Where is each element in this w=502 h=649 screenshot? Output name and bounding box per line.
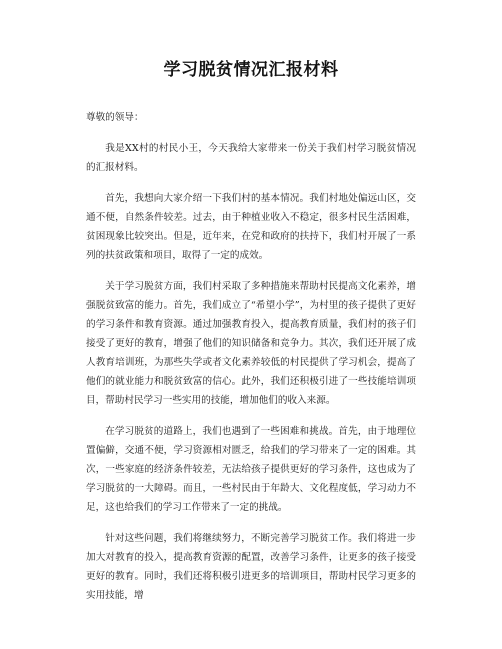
paragraph-learning-measures: 关于学习脱贫方面，我们村采取了多种措施来帮助村民提高文化素养，增强脱贫致富的能力。首先，我们成立了“希望小学”，为村里的孩子提供了更好的学习条件和教育资源。通过加强教育投入，提高教育质量，我们村的孩子们接受了更好的教育，增强了他们的知识储备和竞争力。其次，我们还开展了成人教育培训班，为那些失学或者文化素养较低的村民提供了学习机会，提高了他们的就业能力和脱贫致富的信心。此外，我们还积极引进了一些技能培训项目，帮助村民学习一些实用的技能，增加他们的收入来源。	[86, 281, 416, 406]
salutation: 尊敬的领导：	[86, 112, 144, 123]
paragraph-village-situation: 首先，我想向大家介绍一下我们村的基本情况。我们村地处偏远山区，交通不便，自然条件较差。过去，由于种植业收入不稳定，很多村民生活困难，贫困现象比较突出。但是，近年来，在党和政府的扶持下，我们村开展了一系列的扶贫政策和项目，取得了一定的成效。	[86, 193, 416, 261]
paragraph-difficulties: 在学习脱贫的道路上，我们也遇到了一些困难和挑战。首先，由于地理位置偏僻，交通不便，学习资源相对匮乏，给我们的学习带来了一定的困难。其次，一些家庭的经济条件较差，无法给孩子提供更好的学习条件，这也成为了学习脱贫的一大障碍。而且，一些村民由于年龄大、文化程度低，学习动力不足，这也给我们的学习工作带来了一定的挑战。	[86, 426, 416, 513]
paragraph-future-plans: 针对这些问题，我们将继续努力，不断完善学习脱贫工作。我们将进一步加大对教育的投入，提高教育资源的配置，改善学习条件，让更多的孩子接受更好的教育。同时，我们还将积极引进更多的培训项目，帮助村民学习更多的实用技能，增	[86, 533, 416, 601]
document-title: 学习脱贫情况汇报材料	[163, 60, 339, 80]
paragraph-intro: 我是XX村的村民小王，今天我给大家带来一份关于我们村学习脱贫情况的汇报材料。	[86, 143, 416, 173]
